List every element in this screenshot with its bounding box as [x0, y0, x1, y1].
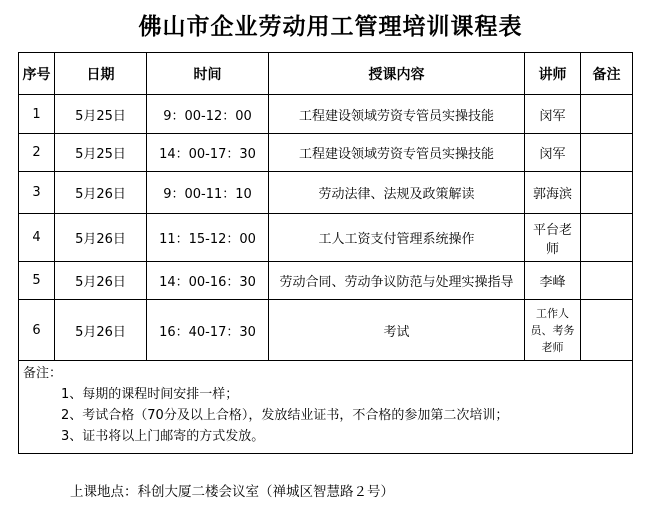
page-title: 佛山市企业劳动用工管理培训课程表 [138, 13, 523, 40]
note-item: 2、考试合格（70分及以上合格），发放结业证书，不合格的参加第二次培训； [61, 408, 509, 423]
header-teacher: 讲师 [525, 53, 581, 95]
table-row [19, 95, 633, 134]
row-date: 5月26日 [55, 262, 147, 300]
header-no: 序号 [19, 53, 55, 95]
row-time: 14：00-17：30 [147, 134, 269, 172]
row-remark [581, 214, 633, 262]
row-date: 5月26日 [55, 300, 147, 361]
notes-label: 备注： [23, 366, 63, 381]
row-time: 11：15-12：00 [147, 214, 269, 262]
row-no: 1 [19, 95, 55, 134]
row-teacher: 闵军 [525, 95, 581, 134]
note-item: 1、每期的课程时间安排一样； [61, 387, 239, 402]
row-content: 劳动合同、劳动争议防范与处理实操指导 [269, 262, 525, 300]
row-time: 14：00-16：30 [147, 262, 269, 300]
row-teacher: 李峰 [525, 262, 581, 300]
row-no: 5 [19, 262, 55, 300]
table-row [19, 300, 633, 361]
row-content: 工人工资支付管理系统操作 [269, 214, 525, 262]
row-teacher: 郭海滨 [525, 172, 581, 214]
header-time: 时间 [147, 53, 269, 95]
row-no: 2 [19, 134, 55, 172]
row-teacher: 工作人员、考务老师 [525, 300, 581, 361]
schedule-table [18, 52, 633, 454]
table-row [19, 262, 633, 300]
row-teacher: 平台老师 [525, 214, 581, 262]
row-content: 劳动法律、法规及政策解读 [269, 172, 525, 214]
class-location: 上课地点：科创大厦二楼会议室（禅城区智慧路２号） [70, 484, 394, 500]
row-time: 9：00-12：00 [147, 95, 269, 134]
row-teacher: 闵军 [525, 134, 581, 172]
note-item: 3、证书将以上门邮寄的方式发放。 [61, 429, 265, 444]
header-content: 授课内容 [269, 53, 525, 95]
table-row [19, 214, 633, 262]
row-remark [581, 300, 633, 361]
row-content: 工程建设领域劳资专管员实操技能 [269, 134, 525, 172]
row-date: 5月26日 [55, 172, 147, 214]
row-remark [581, 172, 633, 214]
row-remark [581, 262, 633, 300]
notes-cell [19, 361, 633, 454]
table-row [19, 172, 633, 214]
row-time: 16：40-17：30 [147, 300, 269, 361]
row-no: 3 [19, 172, 55, 214]
notes-row [19, 361, 633, 454]
row-time: 9：00-11：10 [147, 172, 269, 214]
row-remark [581, 95, 633, 134]
row-date: 5月26日 [55, 214, 147, 262]
header-date: 日期 [55, 53, 147, 95]
table-header-row [19, 53, 633, 95]
row-no: 4 [19, 214, 55, 262]
row-no: 6 [19, 300, 55, 361]
row-content: 考试 [269, 300, 525, 361]
row-remark [581, 134, 633, 172]
row-content: 工程建设领域劳资专管员实操技能 [269, 95, 525, 134]
header-remark: 备注 [581, 53, 633, 95]
row-date: 5月25日 [55, 95, 147, 134]
table-row [19, 134, 633, 172]
row-date: 5月25日 [55, 134, 147, 172]
